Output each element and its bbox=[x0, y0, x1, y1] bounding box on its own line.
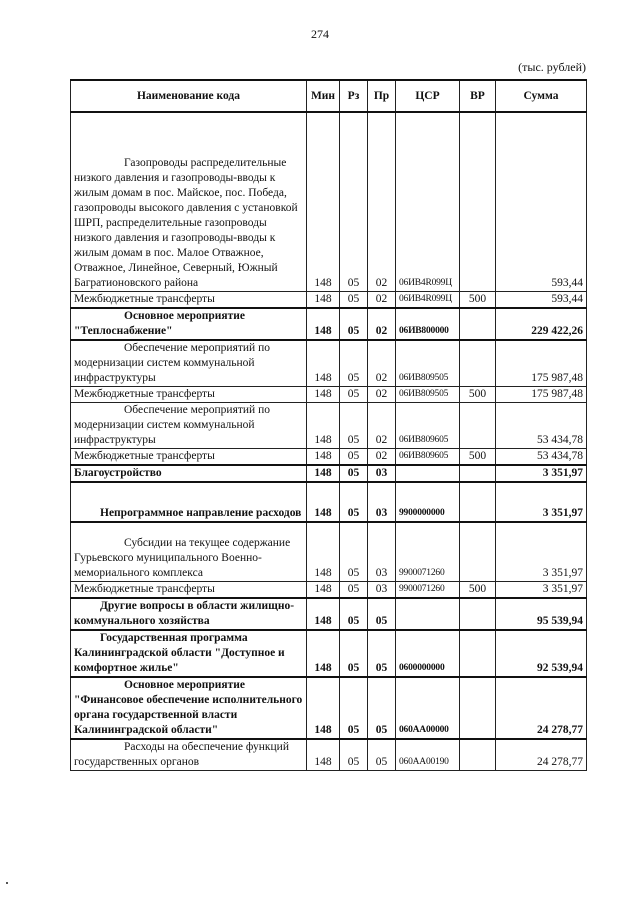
row-sum: 53 434,78 bbox=[496, 448, 587, 465]
table-header-row bbox=[71, 80, 587, 112]
row-min: 148 bbox=[307, 291, 340, 308]
budget-table bbox=[70, 79, 587, 771]
row-vr bbox=[460, 522, 496, 582]
page-number: 274 bbox=[311, 27, 329, 41]
table-row bbox=[71, 112, 587, 291]
row-vr bbox=[460, 402, 496, 448]
header-name: Наименование кода bbox=[71, 80, 307, 112]
row-vr bbox=[460, 465, 496, 482]
row-rz: 05 bbox=[340, 582, 368, 599]
row-csr: 06ИВ809605 bbox=[396, 402, 460, 448]
table-row bbox=[71, 582, 587, 599]
row-name: Основное мероприятие "Финансовое обеспечение исполнительного органа государственной власти Калининградской области" bbox=[71, 677, 307, 739]
row-csr: 9900000000 bbox=[396, 482, 460, 522]
row-vr bbox=[460, 630, 496, 677]
row-rz: 05 bbox=[340, 522, 368, 582]
row-sum: 3 351,97 bbox=[496, 582, 587, 599]
row-sum: 593,44 bbox=[496, 291, 587, 308]
row-rz: 05 bbox=[340, 598, 368, 630]
row-vr bbox=[460, 308, 496, 340]
row-sum: 24 278,77 bbox=[496, 739, 587, 771]
row-name: Газопроводы распределительные низкого давления и газопроводы-вводы к жилым домам в пос. Майское, пос. Победа, газопроводы высокого давления с установкой ШРП, распределительные газопроводы низкого давления и газопроводы-вводы к жилым домам в пос. Малое Отважное, Отважное, Линейное, Северный, Южный Багратионовского района bbox=[71, 112, 307, 291]
row-vr bbox=[460, 598, 496, 630]
row-min: 148 bbox=[307, 630, 340, 677]
table-row bbox=[71, 482, 587, 522]
row-sum: 92 539,94 bbox=[496, 630, 587, 677]
row-csr bbox=[396, 598, 460, 630]
table-row bbox=[71, 308, 587, 340]
row-name: Субсидии на текущее содержание Гурьевского муниципального Военно-мемориального комплекса bbox=[71, 522, 307, 582]
row-name: Обеспечение мероприятий по модернизации систем коммунальной инфраструктуры bbox=[71, 340, 307, 387]
row-csr: 9900071260 bbox=[396, 522, 460, 582]
row-pr: 05 bbox=[368, 677, 396, 739]
row-csr: 9900071260 bbox=[396, 582, 460, 599]
row-rz: 05 bbox=[340, 448, 368, 465]
row-rz: 05 bbox=[340, 677, 368, 739]
row-rz: 05 bbox=[340, 340, 368, 387]
row-csr: 06ИВ809605 bbox=[396, 448, 460, 465]
row-sum: 53 434,78 bbox=[496, 402, 587, 448]
row-csr bbox=[396, 465, 460, 482]
header-vr: ВР bbox=[460, 80, 496, 112]
row-vr bbox=[460, 739, 496, 771]
row-pr: 03 bbox=[368, 582, 396, 599]
header-csr: ЦСР bbox=[396, 80, 460, 112]
row-csr: 0600000000 bbox=[396, 630, 460, 677]
row-name: Межбюджетные трансферты bbox=[71, 448, 307, 465]
row-csr: 060АА00190 bbox=[396, 739, 460, 771]
row-sum: 24 278,77 bbox=[496, 677, 587, 739]
row-min: 148 bbox=[307, 677, 340, 739]
row-sum: 593,44 bbox=[496, 112, 587, 291]
row-pr: 03 bbox=[368, 482, 396, 522]
header-sum: Сумма bbox=[496, 80, 587, 112]
row-vr: 500 bbox=[460, 386, 496, 402]
row-rz: 05 bbox=[340, 112, 368, 291]
table-row bbox=[71, 291, 587, 308]
row-pr: 03 bbox=[368, 522, 396, 582]
row-min: 148 bbox=[307, 522, 340, 582]
row-pr: 02 bbox=[368, 340, 396, 387]
row-pr: 02 bbox=[368, 291, 396, 308]
row-pr: 02 bbox=[368, 308, 396, 340]
row-rz: 05 bbox=[340, 291, 368, 308]
row-min: 148 bbox=[307, 598, 340, 630]
row-rz: 05 bbox=[340, 402, 368, 448]
row-name: Межбюджетные трансферты bbox=[71, 291, 307, 308]
row-rz: 05 bbox=[340, 739, 368, 771]
row-name: Основное мероприятие "Теплоснабжение" bbox=[71, 308, 307, 340]
row-pr: 02 bbox=[368, 402, 396, 448]
table-row bbox=[71, 340, 587, 387]
row-vr: 500 bbox=[460, 291, 496, 308]
scan-speck bbox=[6, 882, 8, 884]
row-sum: 229 422,26 bbox=[496, 308, 587, 340]
table-row bbox=[71, 739, 587, 771]
row-csr: 06ИВ800000 bbox=[396, 308, 460, 340]
row-min: 148 bbox=[307, 402, 340, 448]
row-min: 148 bbox=[307, 739, 340, 771]
row-min: 148 bbox=[307, 386, 340, 402]
row-rz: 05 bbox=[340, 308, 368, 340]
row-vr: 500 bbox=[460, 582, 496, 599]
row-pr: 05 bbox=[368, 739, 396, 771]
row-name: Непрограммное направление расходов bbox=[71, 482, 307, 522]
table-row bbox=[71, 402, 587, 448]
table-row bbox=[71, 386, 587, 402]
row-sum: 175 987,48 bbox=[496, 386, 587, 402]
table-row bbox=[71, 598, 587, 630]
row-csr: 06ИВ809505 bbox=[396, 386, 460, 402]
row-min: 148 bbox=[307, 112, 340, 291]
row-pr: 05 bbox=[368, 598, 396, 630]
row-pr: 05 bbox=[368, 630, 396, 677]
table-row bbox=[71, 465, 587, 482]
row-min: 148 bbox=[307, 340, 340, 387]
header-rz: Рз bbox=[340, 80, 368, 112]
row-vr bbox=[460, 482, 496, 522]
row-vr bbox=[460, 112, 496, 291]
header-pr: Пр bbox=[368, 80, 396, 112]
row-min: 148 bbox=[307, 465, 340, 482]
row-name: Благоустройство bbox=[71, 465, 307, 482]
row-min: 148 bbox=[307, 448, 340, 465]
header-min: Мин bbox=[307, 80, 340, 112]
row-rz: 05 bbox=[340, 465, 368, 482]
row-min: 148 bbox=[307, 482, 340, 522]
row-pr: 02 bbox=[368, 386, 396, 402]
row-vr: 500 bbox=[460, 448, 496, 465]
row-name: Расходы на обеспечение функций государственных органов bbox=[71, 739, 307, 771]
row-csr: 06ИВ809505 bbox=[396, 340, 460, 387]
table-row bbox=[71, 522, 587, 582]
row-pr: 02 bbox=[368, 448, 396, 465]
row-sum: 3 351,97 bbox=[496, 522, 587, 582]
row-pr: 03 bbox=[368, 465, 396, 482]
table-row bbox=[71, 448, 587, 465]
row-sum: 175 987,48 bbox=[496, 340, 587, 387]
row-sum: 3 351,97 bbox=[496, 482, 587, 522]
row-name: Межбюджетные трансферты bbox=[71, 582, 307, 599]
row-vr bbox=[460, 340, 496, 387]
row-rz: 05 bbox=[340, 386, 368, 402]
row-name: Другие вопросы в области жилищно-коммунального хозяйства bbox=[71, 598, 307, 630]
row-min: 148 bbox=[307, 308, 340, 340]
row-csr: 06ИВ4R099Ц bbox=[396, 291, 460, 308]
units-label: (тыс. рублей) bbox=[518, 60, 586, 74]
row-csr: 060АА00000 bbox=[396, 677, 460, 739]
row-name: Обеспечение мероприятий по модернизации систем коммунальной инфраструктуры bbox=[71, 402, 307, 448]
row-min: 148 bbox=[307, 582, 340, 599]
row-csr: 06ИВ4R099Ц bbox=[396, 112, 460, 291]
row-pr: 02 bbox=[368, 112, 396, 291]
row-rz: 05 bbox=[340, 630, 368, 677]
table-row bbox=[71, 677, 587, 739]
row-name: Государственная программа Калининградской области "Доступное и комфортное жилье" bbox=[71, 630, 307, 677]
row-name: Межбюджетные трансферты bbox=[71, 386, 307, 402]
row-sum: 3 351,97 bbox=[496, 465, 587, 482]
table-row bbox=[71, 630, 587, 677]
row-vr bbox=[460, 677, 496, 739]
row-sum: 95 539,94 bbox=[496, 598, 587, 630]
row-rz: 05 bbox=[340, 482, 368, 522]
